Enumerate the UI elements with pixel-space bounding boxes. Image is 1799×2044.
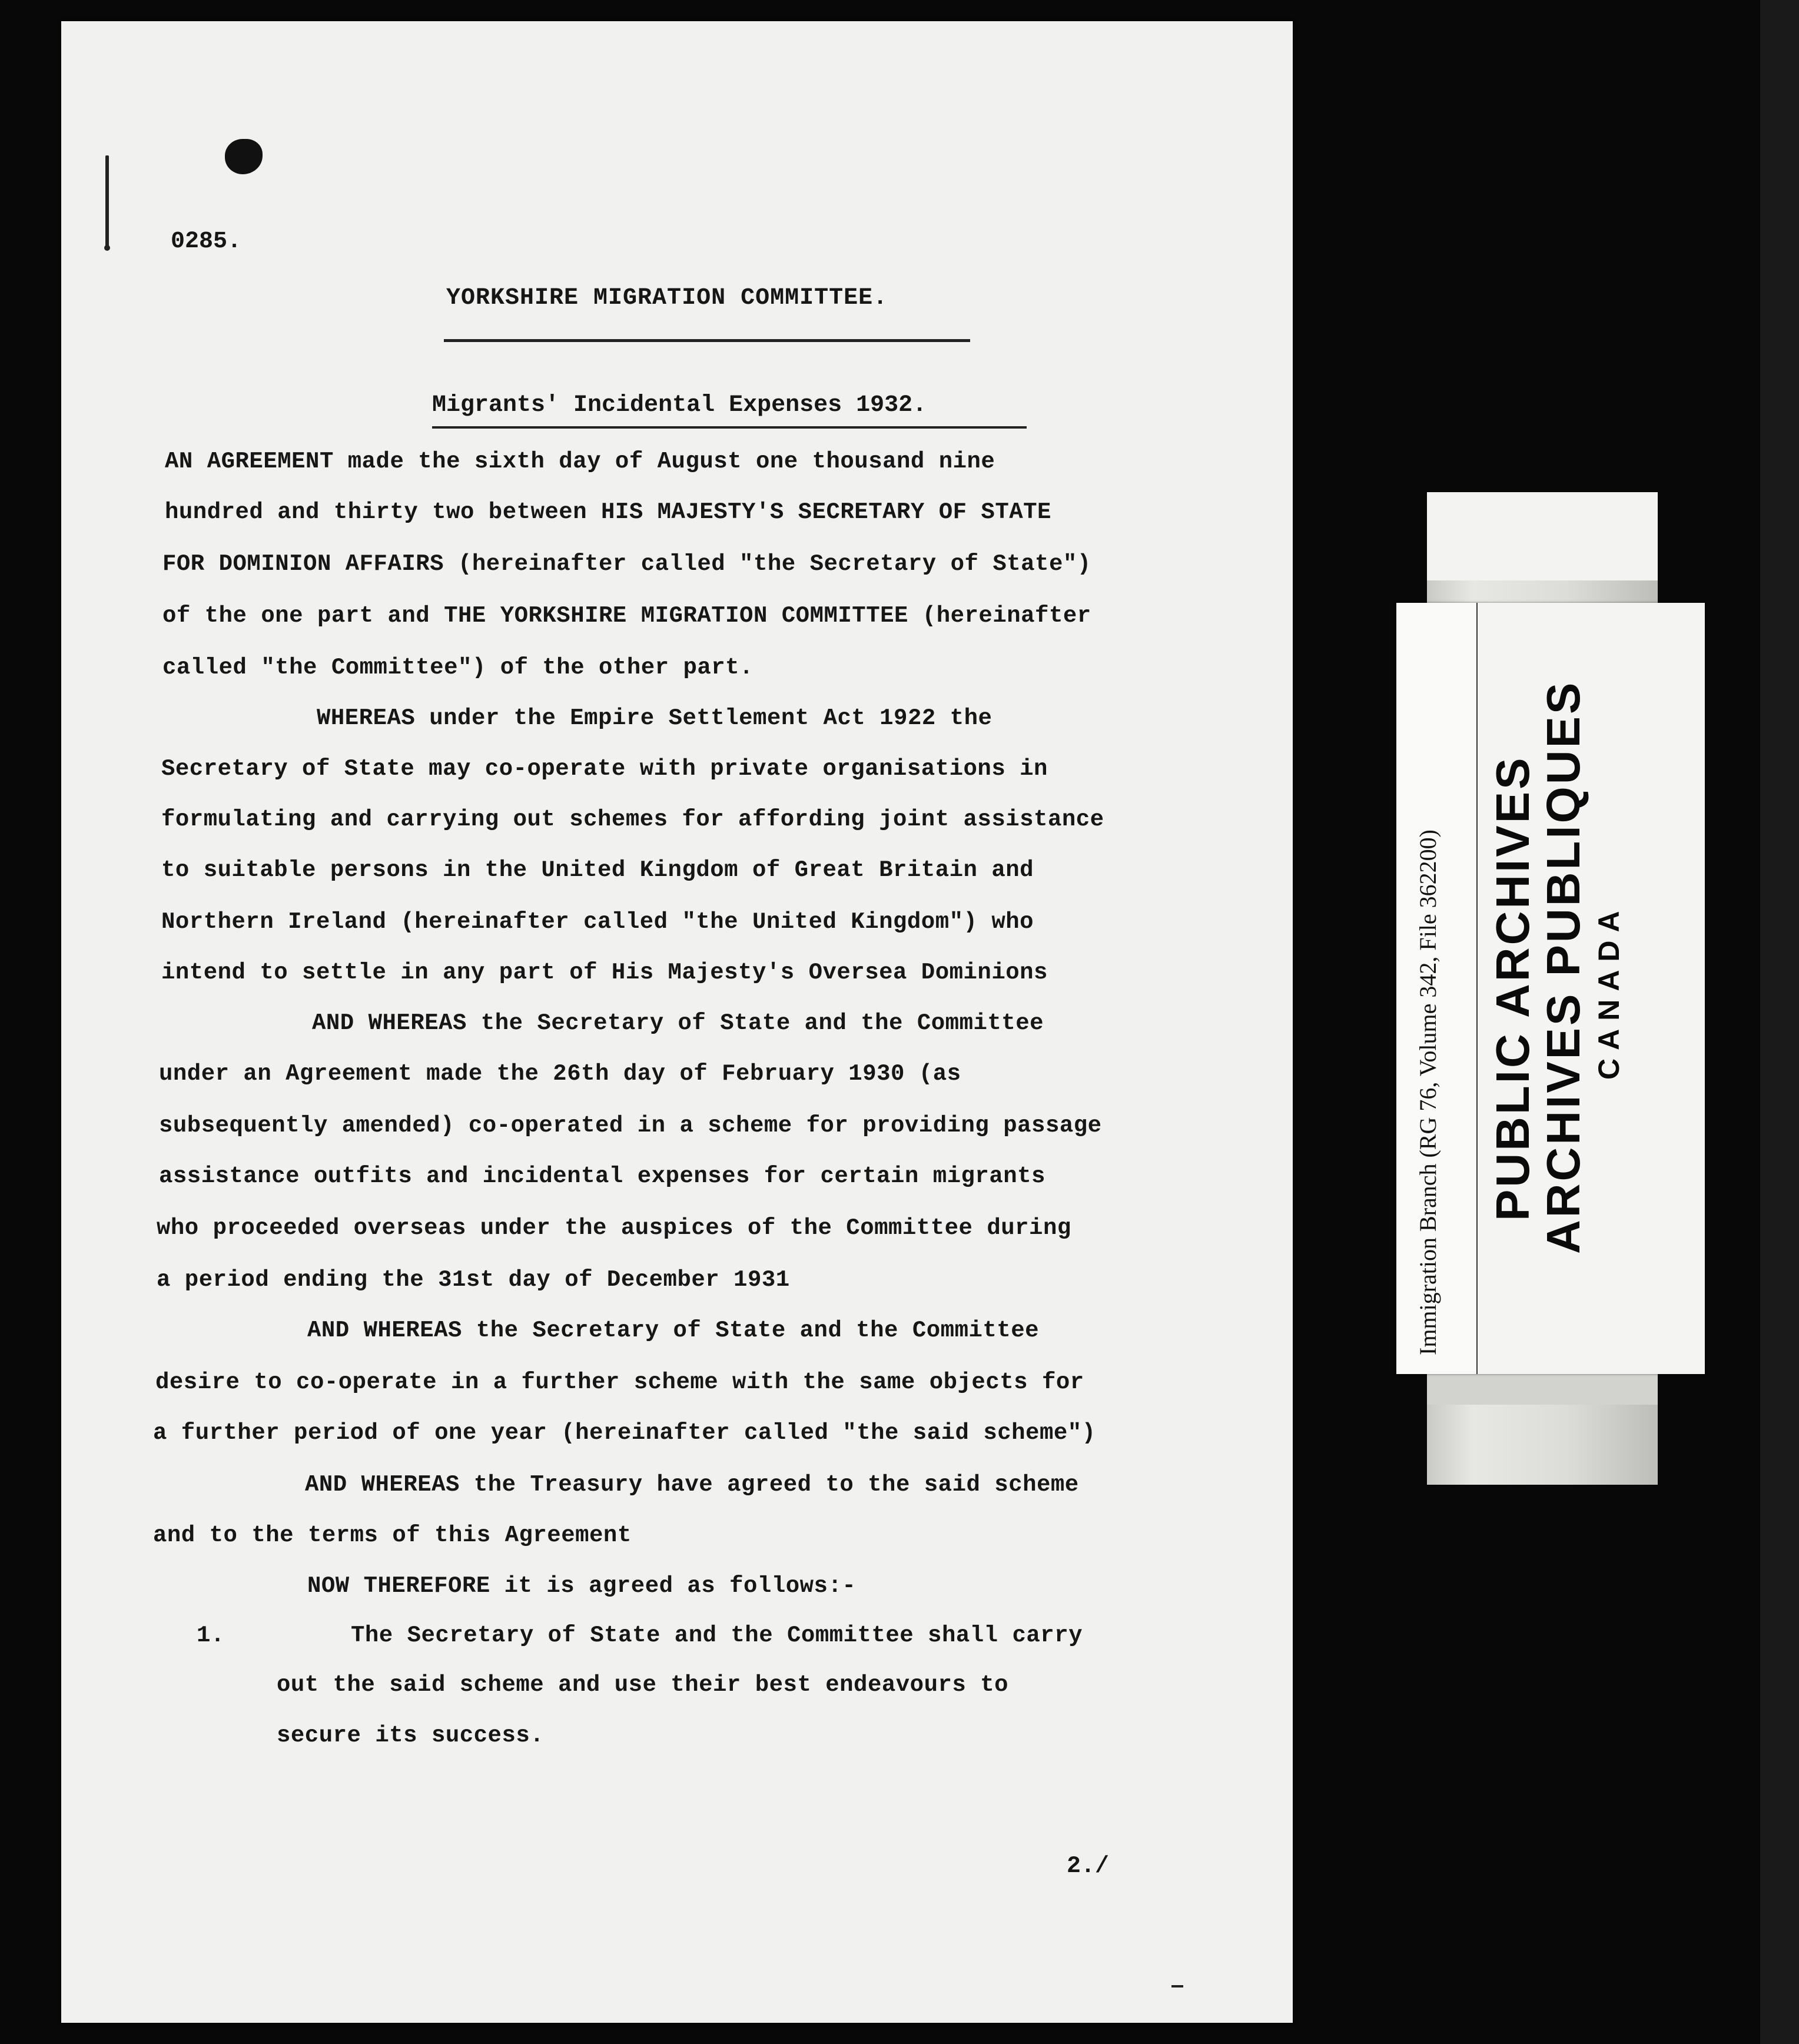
body-line: AN AGREEMENT made the sixth day of August one thousand nine	[165, 449, 995, 474]
body-line: intend to settle in any part of His Majesty's Oversea Dominions	[161, 960, 1048, 986]
margin-mark	[105, 155, 109, 250]
document-subtitle: Migrants' Incidental Expenses 1932.	[432, 392, 927, 419]
body-line: Secretary of State may co-operate with private organisations in	[161, 756, 1048, 782]
archive-label-line-1: PUBLIC ARCHIVES	[1486, 755, 1539, 1221]
punch-hole-icon	[225, 139, 263, 174]
archive-citation: Immigration Branch (RG 76, Volume 342, File 362200)	[1415, 829, 1441, 1355]
body-line: Northern Ireland (hereinafter called "the United Kingdom") who	[161, 909, 1034, 935]
body-line: The Secretary of State and the Committee shall carry	[351, 1622, 1083, 1648]
body-line: a period ending the 31st day of December 1931	[157, 1267, 790, 1293]
archive-label-country: CANADA	[1592, 902, 1625, 1080]
body-line: called "the Committee") of the other part.	[162, 655, 754, 681]
body-line: secure its success.	[277, 1723, 545, 1748]
body-line: AND WHEREAS the Secretary of State and the Committee	[307, 1318, 1039, 1343]
body-line: a further period of one year (hereinafter called "the said scheme")	[153, 1420, 1096, 1446]
body-line: and to the terms of this Agreement	[153, 1522, 632, 1548]
scan-edge-right	[1760, 0, 1799, 2044]
body-line: who proceeded overseas under the auspices of the Committee during	[157, 1215, 1071, 1241]
body-line: WHEREAS under the Empire Settlement Act 1922 the	[317, 705, 993, 731]
body-line: to suitable persons in the United Kingdom of Great Britain and	[161, 857, 1034, 883]
document-page	[61, 21, 1293, 2023]
body-line: subsequently amended) co-operated in a scheme for providing passage	[159, 1113, 1102, 1139]
body-line: hundred and thirty two between HIS MAJESTY'S SECRETARY OF STATE	[165, 499, 1051, 525]
archive-label-line-2: ARCHIVES PUBLIQUES	[1537, 680, 1589, 1254]
body-line: out the said scheme and use their best endeavours to	[277, 1672, 1008, 1698]
clause-number: 1.	[197, 1622, 225, 1648]
body-line: formulating and carrying out schemes for affording joint assistance	[161, 807, 1104, 832]
body-line: of the one part and THE YORKSHIRE MIGRATION COMMITTEE (hereinafter	[162, 603, 1091, 629]
body-line: under an Agreement made the 26th day of February 1930 (as	[159, 1061, 961, 1087]
body-line: FOR DOMINION AFFAIRS (hereinafter called "the Secretary of State")	[162, 551, 1091, 577]
title-underline	[444, 339, 970, 342]
body-line: AND WHEREAS the Treasury have agreed to the said scheme	[305, 1472, 1079, 1498]
subtitle-underline	[432, 426, 1027, 429]
document-number: 0285.	[171, 228, 242, 255]
document-title: YORKSHIRE MIGRATION COMMITTEE.	[446, 285, 888, 311]
body-line: AND WHEREAS the Secretary of State and the Committee	[312, 1010, 1044, 1036]
margin-mark-dot	[104, 245, 110, 251]
body-line: NOW THEREFORE it is agreed as follows:-	[307, 1573, 857, 1599]
body-line: desire to co-operate in a further scheme with the same objects for	[155, 1369, 1084, 1395]
page-reference: 2./	[1067, 1853, 1110, 1880]
corner-mark	[1171, 1985, 1183, 1987]
body-line: assistance outfits and incidental expenses for certain migrants	[159, 1163, 1045, 1189]
